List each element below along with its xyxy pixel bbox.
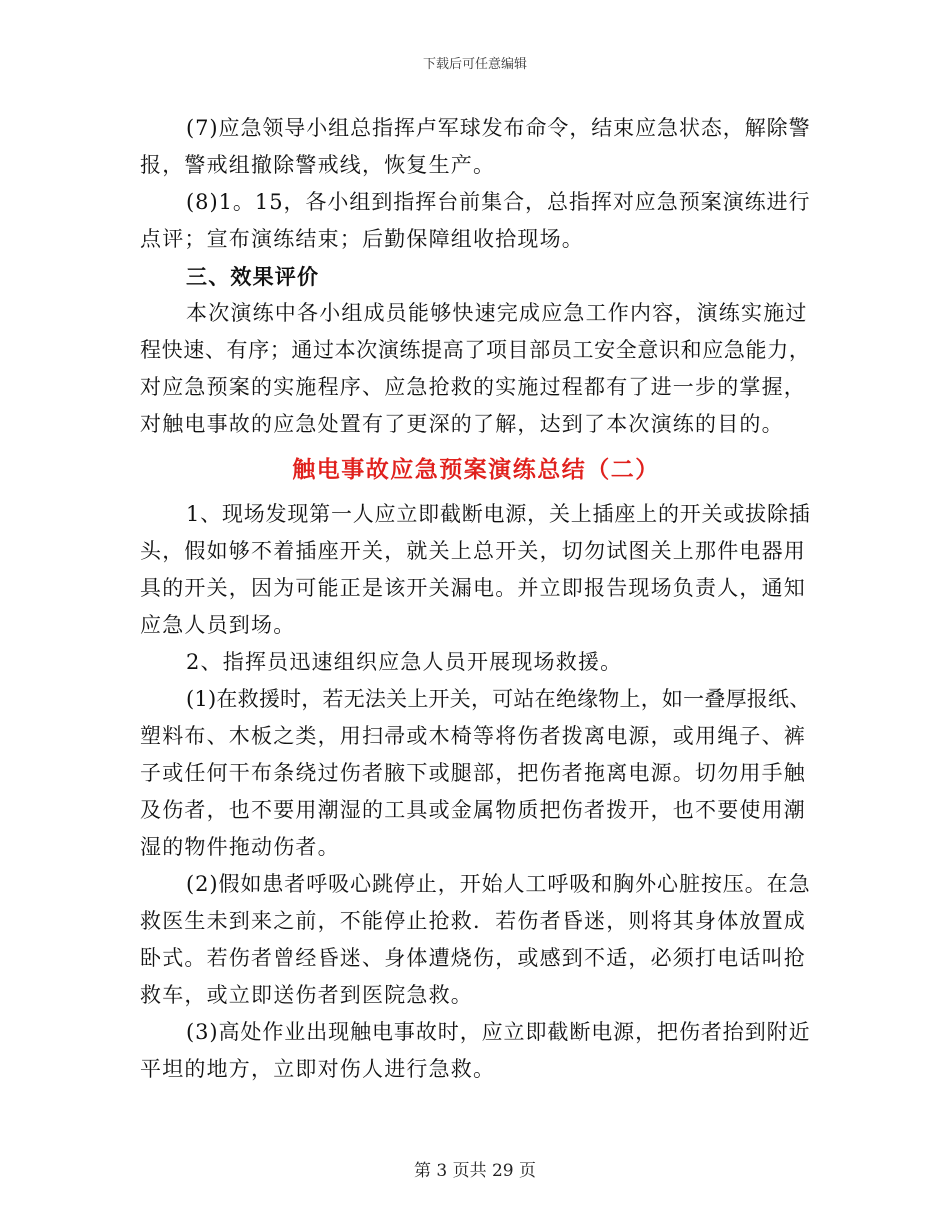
paragraph-line: 报，警戒组撤除警戒线，恢复生产。: [140, 153, 496, 177]
paragraph: [140, 1014, 812, 1088]
paragraph-line: 塑料布、木板之类，用扫帚或木椅等将伤者拨离电源，或用绳子、裤: [140, 724, 806, 748]
paragraph-line: (3)高处作业出现触电事故时，应立即截断电源，把伤者抬到附近: [186, 1020, 811, 1044]
paragraph: [140, 866, 812, 1014]
paragraph-line: 湿的物件拖动伤者。: [140, 835, 340, 859]
paragraph: [140, 496, 812, 644]
paragraph-line: 1、现场发现第一人应立即截断电源，关上插座上的开关或拔除插: [186, 502, 811, 526]
page-header: 下载后可任意编辑: [422, 57, 527, 72]
paragraph-line: 平坦的地方，立即对伤人进行急救。: [140, 1057, 496, 1081]
paragraph-line: 本次演练中各小组成员能够快速完成应急工作内容，演练实施过: [186, 301, 808, 325]
paragraph-line: (7)应急领导小组总指挥卢军球发布命令，结束应急状态，解除警: [186, 116, 811, 140]
paragraph-line: 子或任何干布条绕过伤者腋下或腿部，把伤者拖离电源。切勿用手触: [140, 761, 806, 785]
paragraph-line: 对触电事故的应急处置有了更深的了解，达到了本次演练的目的。: [140, 412, 784, 436]
paragraph-line: (1)在救援时，若无法关上开关，可站在绝缘物上，如一叠厚报纸、: [186, 687, 811, 711]
paragraph-line: 程快速、有序；通过本次演练提高了项目部员工安全意识和应急能力，: [140, 338, 811, 362]
paragraph-line: 2、指挥员迅速组织应急人员开展现场救援。: [186, 650, 623, 674]
paragraph: [140, 644, 812, 681]
paragraph-line: 应急人员到场。: [140, 613, 296, 637]
paragraph-line: 具的开关，因为可能正是该开关漏电。并立即报告现场负责人，通知: [140, 576, 806, 600]
paragraph: [140, 110, 812, 184]
paragraph: [140, 681, 812, 866]
paragraph-line: 对应急预案的实施程序、应急抢救的实施过程都有了进一步的掌握，: [140, 375, 806, 399]
paragraph-line: 救车，或立即送伤者到医院急救。: [140, 983, 473, 1007]
paragraph-line: 救医生未到来之前，不能停止抢救．若伤者昏迷，则将其身体放置成: [140, 909, 806, 933]
document-title: 触电事故应急预案演练总结（二）: [292, 456, 660, 483]
paragraph-line: 点评；宣布演练结束；后勤保障组收拾现场。: [140, 227, 584, 251]
paragraph-line: 头，假如够不着插座开关，就关上总开关，切勿试图关上那件电器用: [140, 539, 806, 563]
paragraph: [140, 184, 812, 258]
paragraph-line: 及伤者，也不要用潮湿的工具或金属物质把伤者拨开，也不要使用潮: [140, 798, 806, 822]
section-heading: 三、效果评价: [186, 264, 320, 289]
document-body: [140, 110, 812, 1088]
paragraph-line: 卧式。若伤者曾经昏迷、身体遭烧伤，或感到不适，必须打电话叫抢: [140, 946, 806, 970]
page-footer: 第 3 页共 29 页: [413, 1161, 537, 1181]
paragraph-line: (8)1。15，各小组到指挥台前集合，总指挥对应急预案演练进行: [186, 190, 811, 214]
paragraph: [140, 295, 812, 443]
paragraph-line: (2)假如患者呼吸心跳停止，开始人工呼吸和胸外心脏按压。在急: [186, 872, 811, 896]
